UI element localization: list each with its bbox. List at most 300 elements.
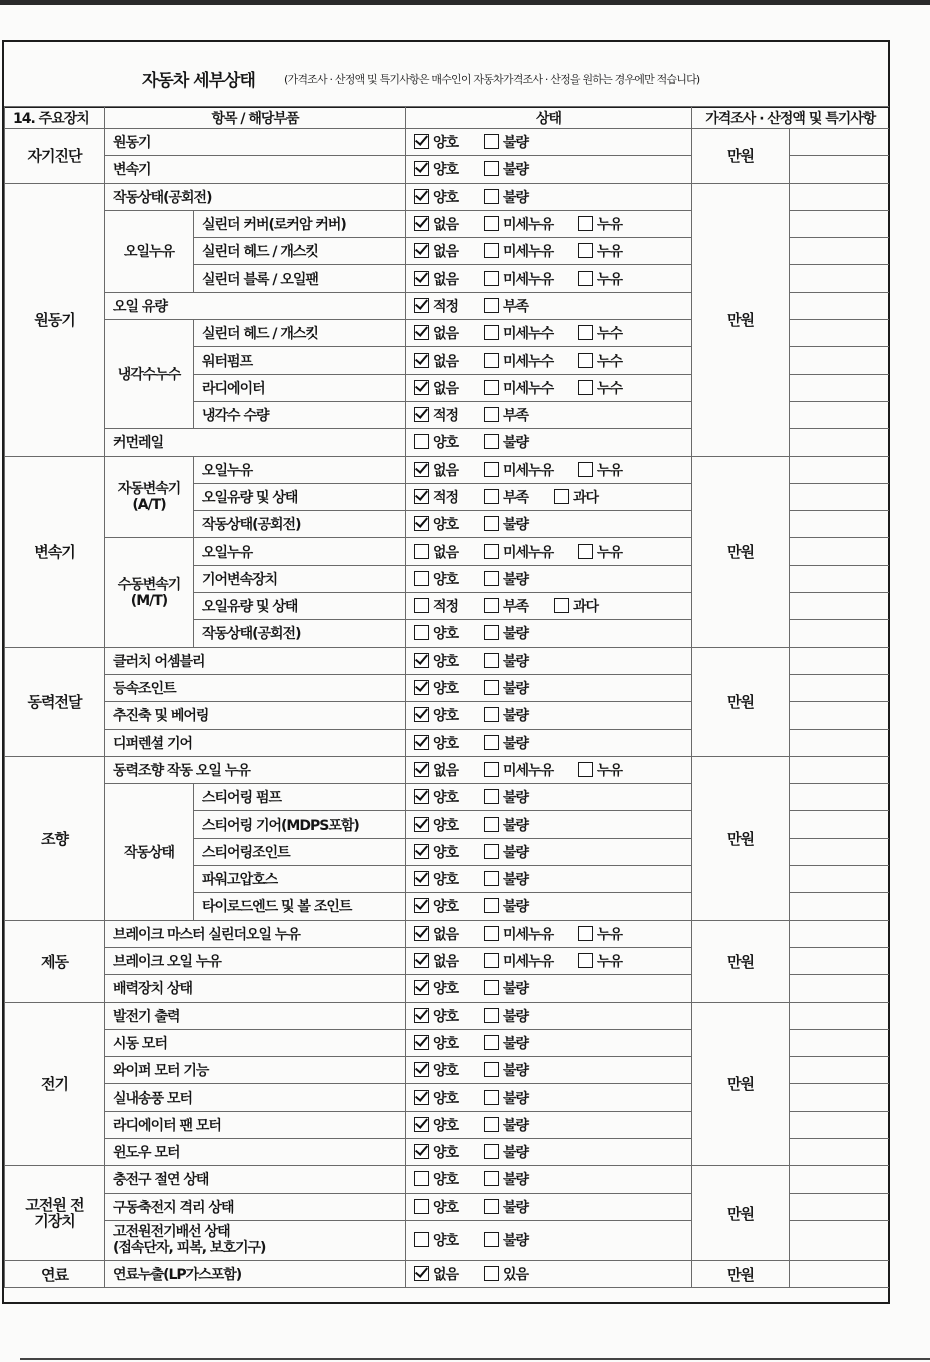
note-cell[interactable]: [790, 1029, 889, 1056]
option-label: 누수: [597, 353, 623, 370]
checkbox[interactable]: [484, 1199, 499, 1214]
checkbox-checked[interactable]: [414, 325, 429, 340]
category-hv-label: 고전원 전기장치: [25, 1195, 84, 1230]
checkbox[interactable]: [414, 625, 429, 640]
checkbox-checked[interactable]: [414, 298, 429, 313]
option-label: 양호: [433, 1117, 459, 1134]
item-label: 파워고압호스: [194, 866, 406, 893]
state-cell: [406, 784, 692, 811]
item-label: 스티어링 펌프: [194, 784, 406, 811]
form-title: 자동차 세부상태: [142, 71, 255, 91]
item-label: 기어변속장치: [194, 565, 406, 592]
checkbox[interactable]: [578, 762, 593, 777]
checkbox[interactable]: [484, 789, 499, 804]
note-cell[interactable]: [790, 647, 889, 674]
checkbox[interactable]: [578, 271, 593, 286]
checkbox[interactable]: [484, 1232, 499, 1247]
option-label: 불량: [503, 1145, 529, 1162]
option-label: 양호: [433, 817, 459, 834]
note-cell[interactable]: [790, 1166, 889, 1193]
checkbox-checked[interactable]: [414, 844, 429, 859]
option-label: 부족: [503, 298, 529, 315]
checkbox[interactable]: [554, 489, 569, 504]
item-label: 작동상태(공회전): [194, 620, 406, 647]
option-label: 누유: [597, 271, 623, 288]
option-label: 양호: [433, 626, 459, 643]
price-unit: 만원: [727, 693, 754, 712]
note-cell[interactable]: [790, 620, 889, 647]
option-label: 적정: [433, 490, 459, 506]
note-cell[interactable]: [790, 210, 889, 237]
checkbox[interactable]: [578, 926, 593, 941]
checkbox[interactable]: [484, 571, 499, 586]
option-label: 부족: [503, 408, 529, 425]
state-cell: [406, 593, 692, 620]
note-cell[interactable]: [790, 975, 889, 1002]
option-label: 불량: [503, 1090, 529, 1107]
checkbox-checked[interactable]: [414, 1117, 429, 1132]
note-cell[interactable]: [790, 702, 889, 729]
item-label: 브레이크 마스터 실린더오일 누유: [105, 920, 406, 947]
option-label: 누유: [597, 762, 623, 779]
state-cell: [406, 429, 692, 456]
option-label: 양호: [433, 872, 459, 889]
table-row: [5, 1002, 889, 1029]
state-cell: [406, 893, 692, 920]
option-label: 양호: [433, 517, 459, 534]
note-cell[interactable]: [790, 429, 889, 456]
note-cell[interactable]: [790, 920, 889, 947]
checkbox[interactable]: [484, 680, 499, 695]
note-cell[interactable]: [790, 756, 889, 783]
option-label: 누유: [597, 544, 623, 561]
checkbox-checked[interactable]: [414, 762, 429, 777]
price-unit: 만원: [727, 311, 754, 330]
option-label: 불량: [503, 1008, 529, 1025]
note-cell[interactable]: [790, 401, 889, 428]
checkbox[interactable]: [484, 243, 499, 258]
note-cell[interactable]: [790, 456, 889, 483]
checkbox[interactable]: [484, 434, 499, 449]
option-label: 미세누유: [503, 954, 554, 971]
item-label: 커먼레일: [105, 429, 406, 456]
checkbox-checked[interactable]: [414, 1144, 429, 1159]
note-cell[interactable]: [790, 674, 889, 701]
price-cell[interactable]: [692, 756, 790, 920]
checkbox[interactable]: [484, 189, 499, 204]
option-label: 누유: [597, 954, 623, 971]
option-label: 불량: [503, 189, 529, 206]
checkbox-checked[interactable]: [414, 353, 429, 368]
state-cell: [406, 183, 692, 210]
note-cell[interactable]: [790, 1138, 889, 1165]
price-cell[interactable]: [692, 183, 790, 456]
checkbox-checked[interactable]: [414, 380, 429, 395]
option-label: 양호: [433, 1199, 459, 1216]
checkbox[interactable]: [484, 1144, 499, 1159]
checkbox-checked[interactable]: [414, 817, 429, 832]
checkbox[interactable]: [484, 1090, 499, 1105]
checkbox-checked[interactable]: [414, 489, 429, 504]
state-cell: [406, 565, 692, 592]
note-cell[interactable]: [790, 565, 889, 592]
table-row: [5, 129, 889, 156]
option-label: 양호: [433, 981, 459, 998]
item-label: 변속기: [105, 156, 406, 183]
checkbox[interactable]: [484, 1117, 499, 1132]
option-label: 양호: [433, 189, 459, 206]
checkbox-checked[interactable]: [414, 189, 429, 204]
state-cell: [406, 511, 692, 538]
note-cell[interactable]: [790, 593, 889, 620]
item-label: 윈도우 모터: [105, 1138, 406, 1165]
option-label: 불량: [503, 653, 529, 670]
checkbox-checked[interactable]: [414, 735, 429, 750]
item-label: 브레이크 오일 누유: [105, 947, 406, 974]
price-unit: 만원: [727, 543, 754, 562]
checkbox-checked[interactable]: [414, 243, 429, 258]
state-cell: [406, 838, 692, 865]
table-row: [5, 647, 889, 674]
option-label: 불량: [503, 735, 529, 752]
item-label: 클러치 어셈블리: [105, 647, 406, 674]
checkbox[interactable]: [484, 817, 499, 832]
item-label: 동력조향 작동 오일 누유: [105, 756, 406, 783]
note-cell[interactable]: [790, 156, 889, 183]
category-electric: 전기: [5, 1002, 105, 1166]
category-brake: 제동: [5, 920, 105, 1002]
checkbox[interactable]: [484, 762, 499, 777]
note-cell[interactable]: [790, 1193, 889, 1220]
checkbox[interactable]: [484, 134, 499, 149]
option-label: 불량: [503, 817, 529, 834]
option-label: 불량: [503, 435, 529, 452]
checkbox[interactable]: [484, 926, 499, 941]
checkbox[interactable]: [578, 243, 593, 258]
checkbox-checked[interactable]: [414, 1266, 429, 1281]
option-label: 불량: [503, 517, 529, 534]
price-cell[interactable]: [692, 1002, 790, 1166]
checkbox[interactable]: [414, 571, 429, 586]
state-cell: [406, 702, 692, 729]
checkbox-checked[interactable]: [414, 516, 429, 531]
state-cell: [406, 347, 692, 374]
state-cell: [406, 756, 692, 783]
checkbox-checked[interactable]: [414, 1035, 429, 1050]
checkbox[interactable]: [484, 462, 499, 477]
note-cell[interactable]: [790, 893, 889, 920]
note-cell[interactable]: [790, 947, 889, 974]
option-label: 누유: [597, 244, 623, 261]
option-label: 불량: [503, 981, 529, 998]
option-label: 미세누수: [503, 380, 554, 397]
item-label: 오일유량 및 상태: [194, 593, 406, 620]
option-label: 누유: [597, 217, 623, 234]
note-cell[interactable]: [790, 292, 889, 319]
option-label: 없음: [433, 1267, 459, 1284]
checkbox-checked[interactable]: [414, 1062, 429, 1077]
checkbox-checked[interactable]: [414, 653, 429, 668]
note-cell[interactable]: [790, 838, 889, 865]
checkbox[interactable]: [484, 980, 499, 995]
checkbox[interactable]: [484, 735, 499, 750]
item-label: 라디에이터: [194, 374, 406, 401]
option-label: 없음: [433, 217, 459, 234]
option-label: 불량: [503, 790, 529, 807]
checkbox[interactable]: [484, 953, 499, 968]
option-label: 양호: [433, 735, 459, 752]
checkbox-checked[interactable]: [414, 871, 429, 886]
item-label: 실린더 헤드 / 개스킷: [194, 320, 406, 347]
checkbox[interactable]: [414, 1199, 429, 1214]
option-label: 누수: [597, 326, 623, 343]
state-cell: [406, 647, 692, 674]
option-label: 없음: [433, 244, 459, 261]
checkbox-checked[interactable]: [414, 980, 429, 995]
checkbox[interactable]: [484, 271, 499, 286]
state-cell: [406, 292, 692, 319]
checkbox[interactable]: [484, 353, 499, 368]
state-cell: [406, 320, 692, 347]
item-label-line2: (접속단자, 피복, 보호기구): [113, 1240, 266, 1257]
state-cell: [406, 1220, 692, 1260]
checkbox[interactable]: [484, 871, 499, 886]
checkbox[interactable]: [484, 844, 499, 859]
item-label-multiline: [105, 1220, 406, 1260]
option-label: 불량: [503, 162, 529, 179]
state-cell: [406, 947, 692, 974]
note-cell[interactable]: [790, 183, 889, 210]
checkbox-checked[interactable]: [414, 1090, 429, 1105]
note-cell[interactable]: [790, 238, 889, 265]
state-cell: [406, 265, 692, 292]
header-section: 14. 주요장치: [5, 107, 105, 129]
checkbox[interactable]: [484, 216, 499, 231]
header-price: 가격조사 · 산정액 및 특기사항: [692, 107, 889, 129]
table-row: [5, 756, 889, 783]
state-cell: [406, 538, 692, 565]
checkbox[interactable]: [484, 1266, 499, 1281]
option-label: 적정: [433, 599, 459, 616]
option-label: 미세누유: [503, 462, 554, 479]
option-label: 미세누수: [503, 326, 554, 343]
checkbox[interactable]: [484, 598, 499, 613]
price-unit: 만원: [727, 952, 754, 971]
option-label: 적정: [433, 408, 459, 425]
option-label: 양호: [433, 790, 459, 807]
checkbox[interactable]: [414, 1232, 429, 1247]
option-label: 불량: [503, 626, 529, 643]
checkbox-checked[interactable]: [414, 407, 429, 422]
item-label: 작동상태(공회전): [105, 183, 406, 210]
checkbox-checked[interactable]: [414, 898, 429, 913]
header-state: 상태: [406, 107, 692, 129]
note-cell[interactable]: [790, 538, 889, 565]
item-label: 구동축전지 격리 상태: [105, 1193, 406, 1220]
bottom-edge-line: [20, 1358, 930, 1360]
option-label: 미세누유: [503, 926, 554, 943]
note-cell[interactable]: [790, 374, 889, 401]
checkbox-checked[interactable]: [414, 462, 429, 477]
option-label: 없음: [433, 271, 459, 288]
checkbox[interactable]: [414, 1171, 429, 1186]
checkbox[interactable]: [484, 1035, 499, 1050]
checkbox[interactable]: [484, 161, 499, 176]
option-label: 불량: [503, 872, 529, 889]
checkbox[interactable]: [484, 407, 499, 422]
price-cell[interactable]: [692, 647, 790, 756]
option-label: 양호: [433, 1035, 459, 1052]
checkbox-checked[interactable]: [414, 680, 429, 695]
note-cell[interactable]: [790, 784, 889, 811]
checkbox-checked[interactable]: [414, 134, 429, 149]
item-label-wiring: [113, 1224, 265, 1256]
checkbox-checked[interactable]: [414, 271, 429, 286]
price-unit: 만원: [727, 147, 754, 166]
state-cell: [406, 210, 692, 237]
checkbox[interactable]: [578, 216, 593, 231]
checkbox[interactable]: [554, 598, 569, 613]
category-steering: 조향: [5, 756, 105, 920]
checkbox[interactable]: [484, 544, 499, 559]
option-label: 불량: [503, 1117, 529, 1134]
checkbox-checked[interactable]: [414, 216, 429, 231]
item-label: 발전기 출력: [105, 1002, 406, 1029]
state-cell: [406, 1138, 692, 1165]
item-label: 워터펌프: [194, 347, 406, 374]
item-label: 실린더 블록 / 오일팬: [194, 265, 406, 292]
item-label: 배력장치 상태: [105, 975, 406, 1002]
state-cell: [406, 674, 692, 701]
subgroup-steer-state: 작동상태: [105, 784, 194, 920]
checkbox-checked[interactable]: [414, 1008, 429, 1023]
note-cell[interactable]: [790, 811, 889, 838]
state-cell: [406, 1029, 692, 1056]
checkbox[interactable]: [578, 544, 593, 559]
option-label: 불량: [503, 708, 529, 725]
note-cell[interactable]: [790, 1002, 889, 1029]
option-label: 불량: [503, 1199, 529, 1216]
table-row: [5, 1166, 889, 1193]
option-label: 누수: [597, 380, 623, 397]
note-cell[interactable]: [790, 265, 889, 292]
category-fuel: 연료: [5, 1260, 105, 1287]
option-label: 미세누유: [503, 217, 554, 234]
subgroup-at-label: 자동변속기 (A/T): [117, 481, 181, 513]
option-label: 양호: [433, 1145, 459, 1162]
note-cell[interactable]: [790, 1260, 889, 1287]
checkbox[interactable]: [484, 489, 499, 504]
item-label: 오일 유량: [105, 292, 406, 319]
note-cell[interactable]: [790, 320, 889, 347]
item-label: 스티어링조인트: [194, 838, 406, 865]
checkbox[interactable]: [484, 1171, 499, 1186]
option-label: 없음: [433, 380, 459, 397]
note-cell[interactable]: [790, 729, 889, 756]
option-label: 누유: [597, 462, 623, 479]
checkbox[interactable]: [484, 1062, 499, 1077]
checkbox-checked[interactable]: [414, 789, 429, 804]
form-title-note: (가격조사 · 산정액 및 특기사항은 매수인이 자동차가격조사 · 산정을 원하는 경우에만 적습니다): [284, 73, 700, 86]
checkbox[interactable]: [414, 598, 429, 613]
checkbox[interactable]: [484, 898, 499, 913]
state-cell: [406, 1193, 692, 1220]
checkbox[interactable]: [484, 380, 499, 395]
item-label: 작동상태(공회전): [194, 511, 406, 538]
table-row: [5, 456, 889, 483]
item-label: 충전구 절연 상태: [105, 1166, 406, 1193]
checkbox[interactable]: [484, 516, 499, 531]
note-cell[interactable]: [790, 347, 889, 374]
checkbox-checked[interactable]: [414, 161, 429, 176]
checkbox-checked[interactable]: [414, 953, 429, 968]
checkbox[interactable]: [484, 1008, 499, 1023]
checkbox[interactable]: [414, 434, 429, 449]
price-cell[interactable]: [692, 1166, 790, 1261]
checkbox[interactable]: [414, 544, 429, 559]
note-cell[interactable]: [790, 483, 889, 510]
note-cell[interactable]: [790, 129, 889, 156]
checkbox-checked[interactable]: [414, 707, 429, 722]
item-label: 오일누유: [194, 538, 406, 565]
checkbox-checked[interactable]: [414, 926, 429, 941]
checkbox[interactable]: [484, 298, 499, 313]
note-cell[interactable]: [790, 1057, 889, 1084]
item-label-line1: 고전원전기배선 상태: [113, 1224, 230, 1241]
category-power: 동력전달: [5, 647, 105, 756]
note-cell[interactable]: [790, 1220, 889, 1260]
option-label: 양호: [433, 844, 459, 861]
item-label: 원동기: [105, 129, 406, 156]
option-label: 양호: [433, 162, 459, 179]
item-label: 와이퍼 모터 기능: [105, 1057, 406, 1084]
note-cell[interactable]: [790, 511, 889, 538]
note-cell[interactable]: [790, 1084, 889, 1111]
note-cell[interactable]: [790, 866, 889, 893]
checkbox[interactable]: [484, 625, 499, 640]
checkbox[interactable]: [484, 325, 499, 340]
option-label: 양호: [433, 1008, 459, 1025]
checkbox[interactable]: [578, 325, 593, 340]
checkbox[interactable]: [578, 353, 593, 368]
price-cell[interactable]: [692, 920, 790, 1002]
item-label: 추진축 및 베어링: [105, 702, 406, 729]
price-cell[interactable]: [692, 456, 790, 647]
note-cell[interactable]: [790, 1111, 889, 1138]
item-label: 스티어링 기어(MDPS포함): [194, 811, 406, 838]
option-label: 없음: [433, 326, 459, 343]
option-label: 없음: [433, 926, 459, 943]
option-label: 있음: [503, 1267, 529, 1284]
item-label: 오일누유: [194, 456, 406, 483]
item-label: 시동 모터: [105, 1029, 406, 1056]
option-label: 양호: [433, 708, 459, 725]
price-cell[interactable]: [692, 129, 790, 184]
checkbox[interactable]: [484, 707, 499, 722]
checkbox[interactable]: [578, 462, 593, 477]
item-label: 라디에이터 팬 모터: [105, 1111, 406, 1138]
checkbox[interactable]: [578, 953, 593, 968]
option-label: 미세누유: [503, 762, 554, 779]
checkbox[interactable]: [484, 653, 499, 668]
category-transmission: 변속기: [5, 456, 105, 647]
checkbox[interactable]: [578, 380, 593, 395]
price-cell[interactable]: [692, 1260, 790, 1287]
form-frame: [2, 40, 890, 1304]
option-label: 부족: [503, 599, 529, 616]
option-label: 불량: [503, 844, 529, 861]
option-label: 미세누수: [503, 353, 554, 370]
